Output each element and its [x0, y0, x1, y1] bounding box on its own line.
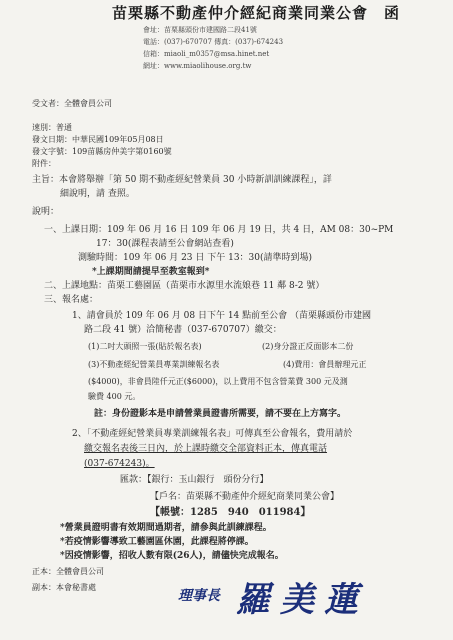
item-form: (3)不動產經紀營業員專業訓練報名表 [88, 360, 220, 369]
org-email: 信箱：miaoli_m0357@msa.hinet.net [143, 50, 270, 58]
item-id-copy: (2)身分證正反面影本二份 [262, 342, 354, 351]
section-2-location: 二、上課地點：苗栗工藝園區（苗栗市水源里水流娘巷 11 鄰 8-2 號） [44, 281, 325, 291]
issue-date: 發文日期：中華民國109年05月08日 [32, 135, 164, 144]
bullet-capacity: *因疫情影響，招收人數有限(26人)，請儘快完成報名。 [60, 551, 284, 561]
signature-title: 理事長 [178, 588, 220, 604]
item-photo: (1)二吋大頭照一張(貼於報名表) [88, 342, 202, 351]
org-phone-fax: 電話：(037)-670707 傳真：(037)-674243 [143, 38, 284, 46]
attachment: 附件： [32, 159, 56, 168]
section-3-1-line-1: 1、請會員於 109 年 06 月 08 日下午 14 點前至公會 （苗栗縣頭份市建國 [72, 311, 372, 321]
section-3-label: 三、報名處： [44, 295, 99, 305]
remit-bank: 匯款：【銀行：玉山銀行 頭份分行】 [120, 475, 269, 485]
section-1-line-1: 一、上課日期：109 年 06 月 16 日 109 年 06 月 19 日，共 4 日，AM 08：30~PM [44, 225, 394, 235]
section-1-note: *上課期間請提早至教室報到* [92, 267, 210, 277]
fee-line-3: 驗費 400 元。 [88, 392, 141, 401]
cc-copy: 副本：本會秘書處 [32, 583, 96, 592]
section-1-line-2: 17：30(課程表請至公會網站查看) [96, 239, 234, 249]
bullet-closure: *若疫情影響導致工藝園區休園，此課程將停課。 [60, 537, 254, 547]
section-3-2-line-2: 繳交報名表後三日內，於上課時繳交全部資料正本，傳真電話 [84, 444, 328, 454]
section-3-2-line-3: (037-674243)。 [84, 459, 155, 469]
account-number: 【帳號：1285 940 011984】 [150, 507, 311, 518]
item-fee: (4)費用：會員辦理元正 [283, 360, 367, 369]
section-3-1-line-2: 路二段 41 號）洽簡秘書（037-670707）繳交： [84, 325, 282, 335]
id-copy-note: 註：身份證影本是申請營業員證書所需要，請不要在上方寫字。 [94, 409, 347, 419]
signature-name: 羅美蓮 [236, 580, 368, 620]
fee-line-2: ($4000)，非會員陸仟元正($6000)，以上費用不包含營業費 300 元及測 [88, 377, 348, 386]
doc-number: 發文字號：109苗縣房仲美字第0160號 [32, 147, 172, 156]
explain-label: 說明： [32, 207, 60, 217]
speed: 速別：普通 [32, 123, 72, 132]
section-3-2-line-1: 2、「不動產經紀營業員專業訓練報名表」可傳真至公會報名，費用請於 [72, 429, 353, 439]
subject-line-1: 主旨：本會將舉辦「第 50 期不動產經紀營業員 30 小時新訓訓練課程」，詳 [32, 175, 332, 185]
account-name: 【戶名：苗栗縣不動產仲介經紀商業同業公會】 [150, 492, 340, 502]
section-1-line-3: 測驗時間：109 年 06 月 23 日 下午 13：30(請準時到場) [78, 253, 313, 263]
recipient: 受文者：全體會員公司 [32, 99, 112, 108]
subject-line-2: 細說明，請 查照。 [60, 189, 135, 199]
bullet-license: *營業員證明書有效期間過期者，請參與此訓練課程。 [60, 523, 272, 533]
org-address: 會址：苗栗縣頭份市建國路二段41號 [143, 26, 257, 34]
letter-title: 苗栗縣不動產仲介經紀商業同業公會 函 [112, 4, 401, 22]
org-website: 網址：www.miaolihouse.org.tw [143, 62, 252, 70]
cc-main: 正本：全體會員公司 [32, 567, 104, 576]
